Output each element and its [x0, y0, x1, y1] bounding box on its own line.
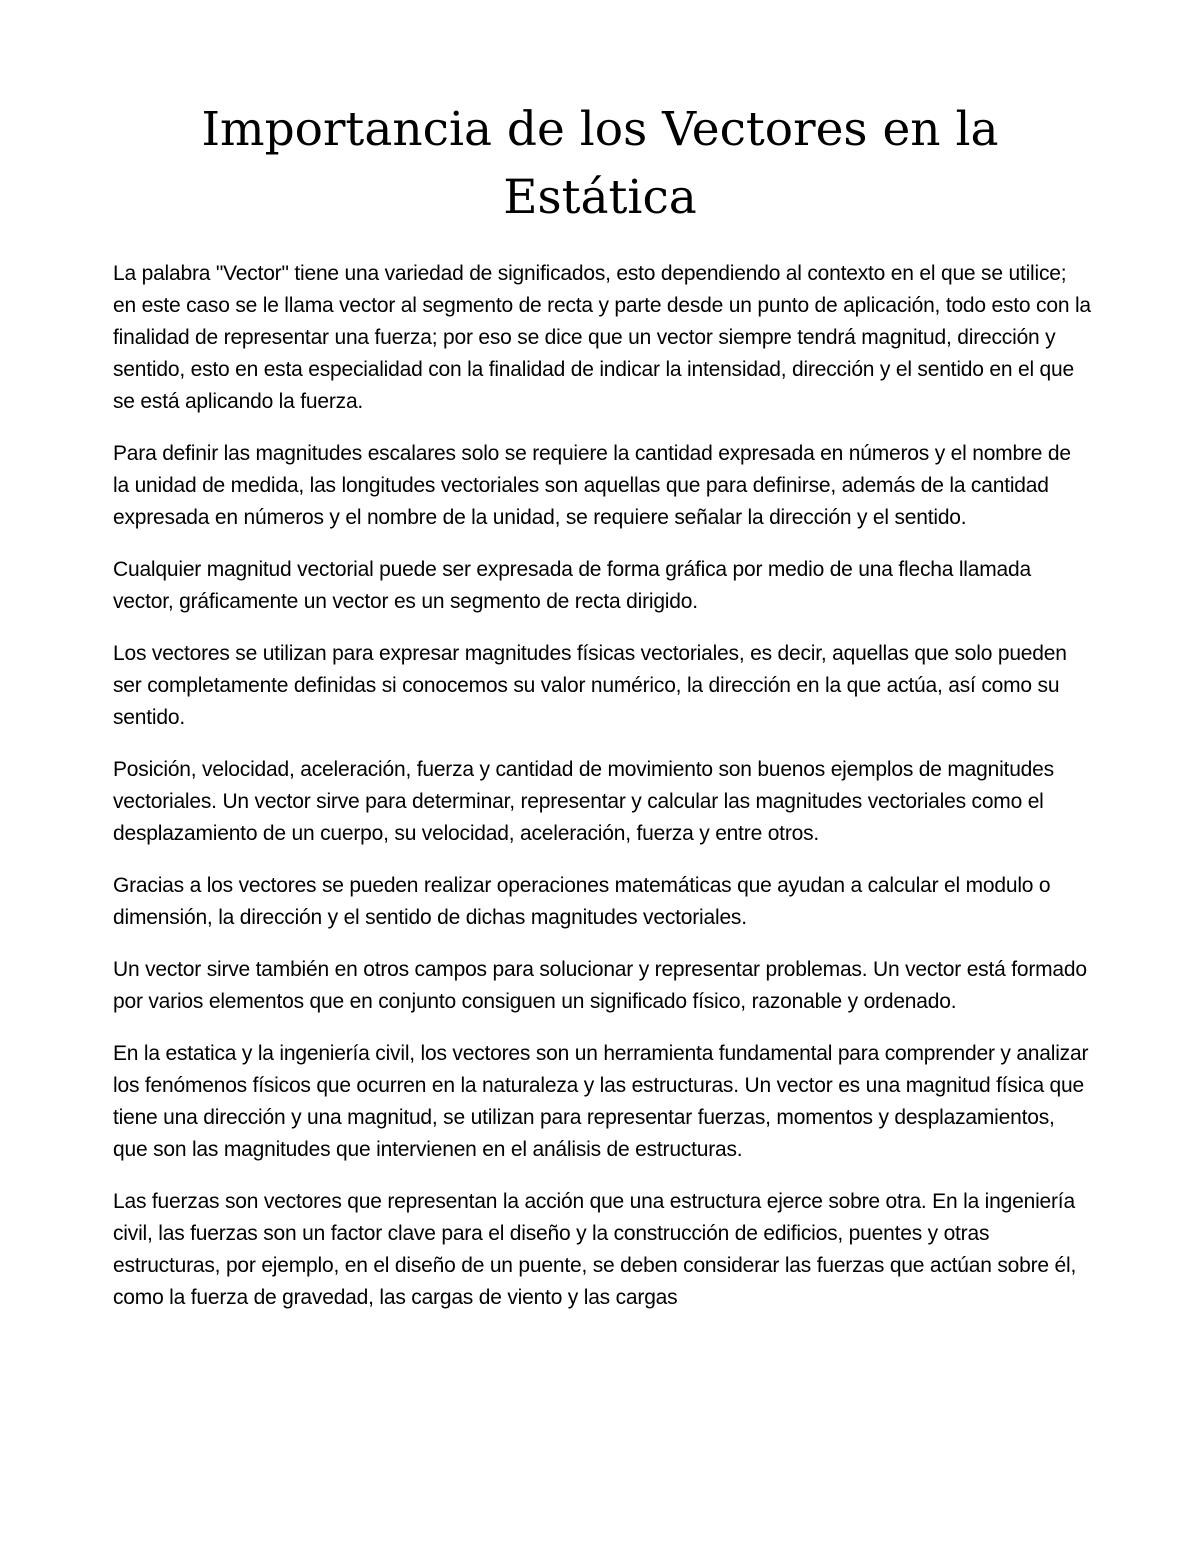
paragraph-3: Cualquier magnitud vectorial puede ser expresada de forma gráfica por medio de una flecha llamada vector, gráficamente un vector es un segmento de recta dirigido.: [113, 558, 1031, 613]
paragraph-8: En la estatica y la ingeniería civil, los vectores son un herramienta fundamental para comprender y analizar los fenómenos físicos que ocurren en la naturaleza y las estructuras. Un vector es una magnitud física que tiene una dirección y una magnitud, se utilizan para representar fuerzas, momentos y desplazamientos, que son las magnitudes que intervienen en el análisis de estructuras.: [113, 1042, 1089, 1161]
paragraph-7: Un vector sirve también en otros campos para solucionar y representar problemas. Un vector está formado por varios elementos que en conjunto consiguen un significado físico, razonable y ordenado.: [113, 958, 1087, 1013]
document-body: [113, 258, 1091, 1334]
paragraph-5: Posición, velocidad, aceleración, fuerza y cantidad de movimiento son buenos ejemplos de magnitudes vectoriales. Un vector sirve para determinar, representar y calcular las magnitudes vectoriales como el desplazamiento de un cuerpo, su velocidad, aceleración, fuerza y entre otros.: [113, 758, 1054, 845]
paragraph-9: Las fuerzas son vectores que representan la acción que una estructura ejerce sobre otra. En la ingeniería civil, las fuerzas son un factor clave para el diseño y la construcción de edificios, puentes y otras estructuras, por ejemplo, en el diseño de un puente, se deben considerar las fuerzas que actúan sobre él, como la fuerza de gravedad, las cargas de viento y las cargas: [113, 1190, 1077, 1309]
paragraph-2: Para definir las magnitudes escalares solo se requiere la cantidad expresada en números y el nombre de la unidad de medida, las longitudes vectoriales son aquellas que para definirse, además de la cantidad expresada en números y el nombre de la unidad, se requiere señalar la dirección y el sentido.: [113, 442, 1071, 529]
paragraph-6: Gracias a los vectores se pueden realizar operaciones matemáticas que ayudan a calcular el modulo o dimensión, la dirección y el sentido de dichas magnitudes vectoriales.: [113, 874, 1051, 929]
paragraph-1: La palabra "Vector" tiene una variedad de significados, esto dependiendo al contexto en el que se utilice; en este caso se le llama vector al segmento de recta y parte desde un punto de aplicación, todo esto con la finalidad de representar una fuerza; por eso se dice que un vector siempre tendrá magnitud, dirección y sentido, esto en esta especialidad con la finalidad de indicar la intensidad, dirección y el sentido en el que se está aplicando la fuerza.: [113, 262, 1091, 413]
document-title: Importancia de los Vectores en la Estática: [201, 102, 999, 225]
paragraph-4: Los vectores se utilizan para expresar magnitudes físicas vectoriales, es decir, aquellas que solo pueden ser completamente definidas si conocemos su valor numérico, la dirección en la que actúa, así como su sentido.: [113, 642, 1067, 729]
